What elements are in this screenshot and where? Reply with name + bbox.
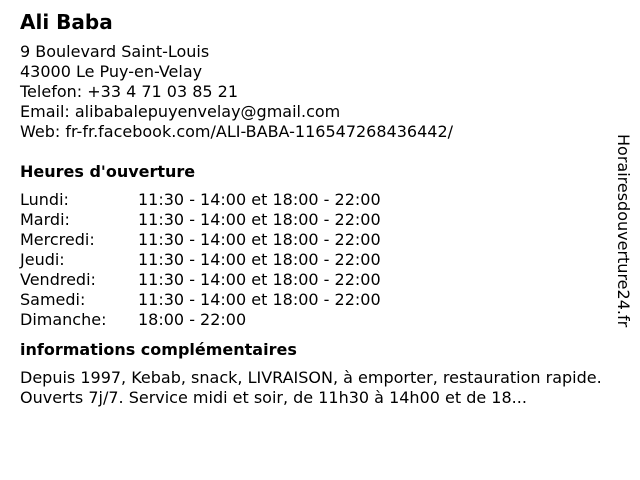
hours-row-samedi: [20, 290, 610, 310]
hours-time-value: 11:30 - 14:00 et 18:00 - 22:00: [138, 230, 381, 249]
hours-row-jeudi: [20, 250, 610, 270]
hours-day-label: Samedi:: [20, 290, 86, 309]
hours-row-dimanche: [20, 310, 610, 330]
hours-day-label: Dimanche:: [20, 310, 107, 329]
email-line: Email: alibabalepuyenvelay@gmail.com: [20, 102, 341, 121]
hours-time-value: 11:30 - 14:00 et 18:00 - 22:00: [138, 270, 381, 289]
address-block: [20, 42, 610, 142]
hours-row-mardi: [20, 210, 610, 230]
hours-time-value: 11:30 - 14:00 et 18:00 - 22:00: [138, 290, 381, 309]
restaurant-card: [20, 10, 610, 408]
hours-time-value: 11:30 - 14:00 et 18:00 - 22:00: [138, 210, 381, 229]
hours-day-label: Jeudi:: [20, 250, 65, 269]
hours-day-label: Mercredi:: [20, 230, 95, 249]
site-watermark: Horairesdouverture24.fr: [614, 134, 633, 328]
hours-table: [20, 190, 610, 330]
hours-row-mercredi: [20, 230, 610, 250]
web-line: Web: fr-fr.facebook.com/ALI-BABA-116547268436442/: [20, 122, 454, 141]
hours-row-vendredi: [20, 270, 610, 290]
hours-day-label: Lundi:: [20, 190, 69, 209]
info-heading: informations complémentaires: [20, 340, 297, 359]
address-street: 9 Boulevard Saint-Louis: [20, 42, 210, 61]
hours-row-lundi: [20, 190, 610, 210]
phone-line: Telefon: +33 4 71 03 85 21: [20, 82, 239, 101]
info-description: Depuis 1997, Kebab, snack, LIVRAISON, à emporter, restauration rapide. Ouverts 7j/7. Service midi et soir, de 11h30 à 14h00 et de 18...: [20, 368, 602, 407]
hours-day-label: Mardi:: [20, 210, 70, 229]
hours-time-value: 11:30 - 14:00 et 18:00 - 22:00: [138, 190, 381, 209]
hours-heading: Heures d'ouverture: [20, 162, 196, 181]
restaurant-name: Ali Baba: [20, 10, 113, 34]
hours-time-value: 18:00 - 22:00: [138, 310, 247, 329]
address-city: 43000 Le Puy-en-Velay: [20, 62, 203, 81]
hours-day-label: Vendredi:: [20, 270, 96, 289]
hours-time-value: 11:30 - 14:00 et 18:00 - 22:00: [138, 250, 381, 269]
